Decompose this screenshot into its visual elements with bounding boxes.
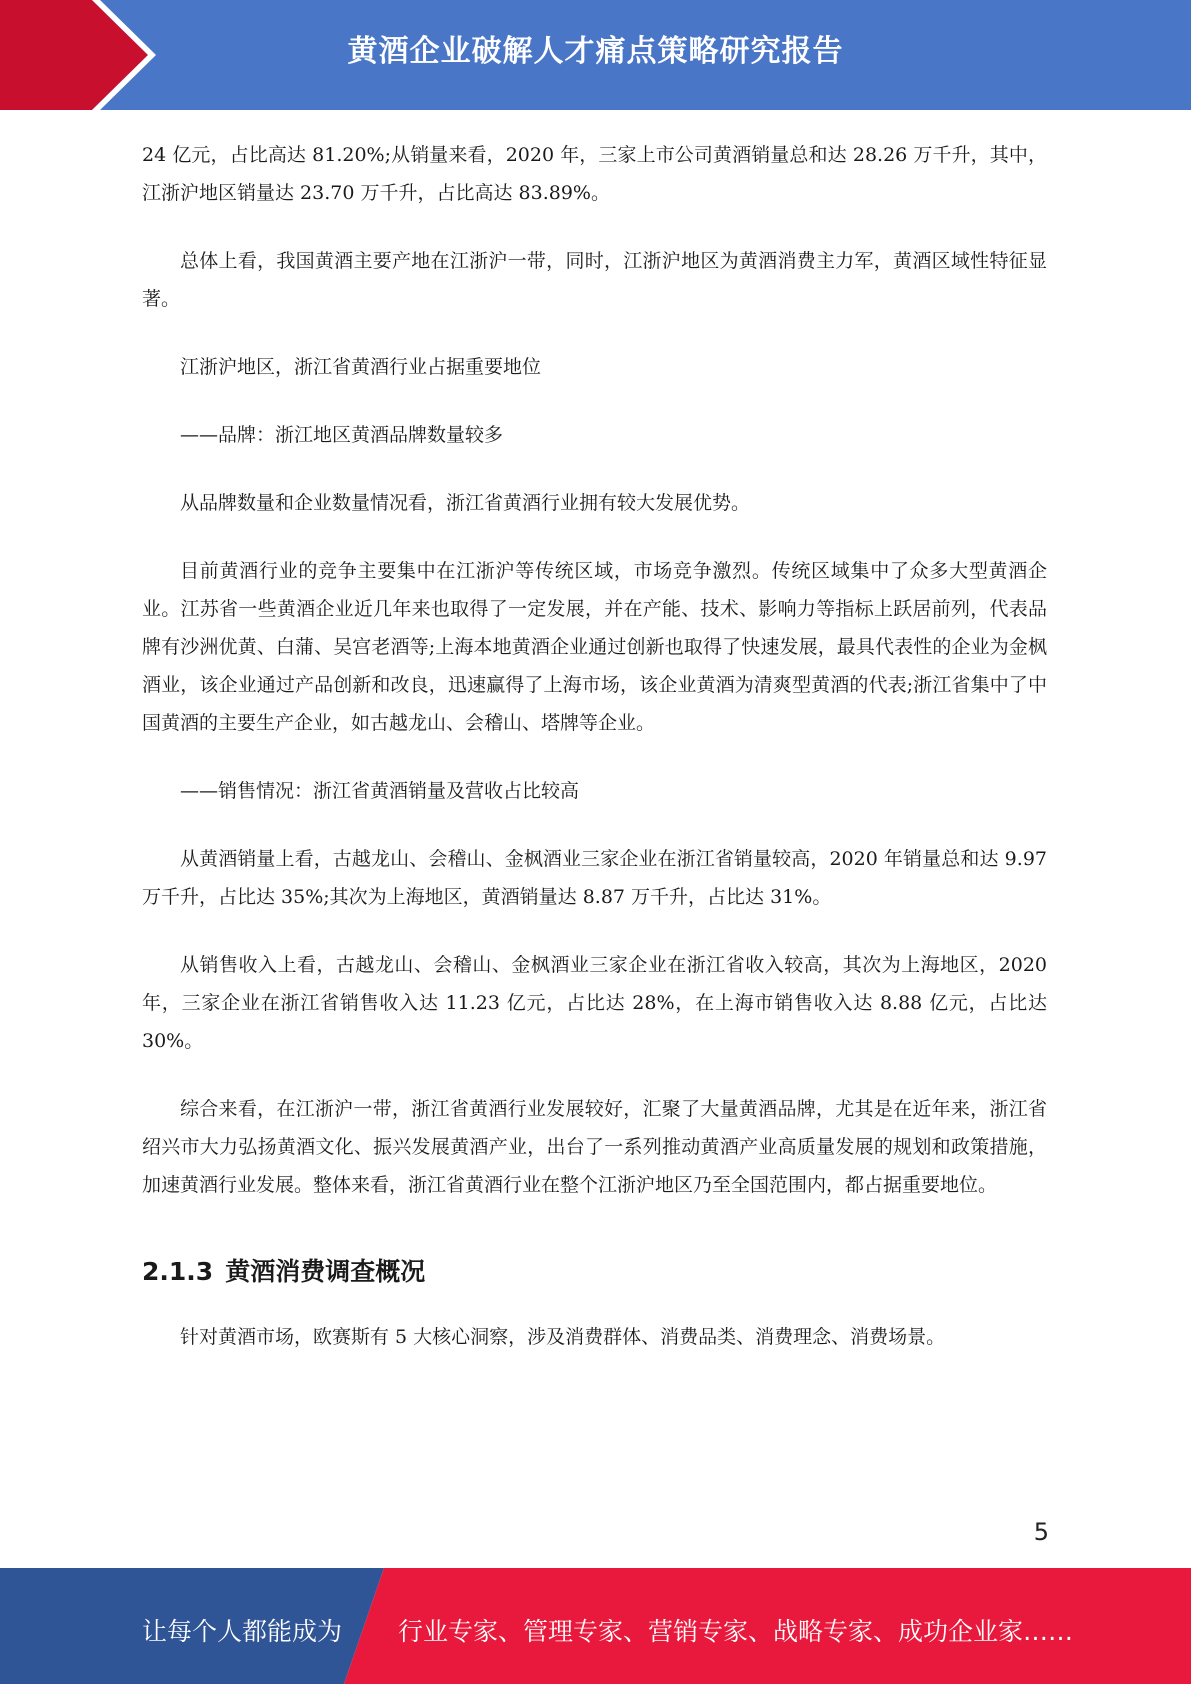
page-header [0,0,1191,110]
paragraph-5: 从黄酒销量上看，古越龙山、会稽山、金枫酒业三家企业在浙江省销量较高，2020 年销量总和达 9.97 万千升，占比达 35%;其次为上海地区，黄酒销量达 8.87 万千升，占比达 31%。 [142,848,1047,908]
header-title: 黄酒企业破解人才痛点策略研究报告 [347,34,844,69]
footer-slogan-right: 行业专家、管理专家、营销专家、战略专家、成功企业家…… [398,1617,1074,1646]
footer-slogan-left: 让每个人都能成为 [142,1617,343,1646]
paragraph-4: 目前黄酒行业的竞争主要集中在江浙沪等传统区域，市场竞争激烈。传统区域集中了众多大型黄酒企业。江苏省一些黄酒企业近几年来也取得了一定发展，并在产能、技术、影响力等指标上跃居前列，代表品牌有沙洲优黄、白蒲、吴宫老酒等;上海本地黄酒企业通过创新也取得了快速发展，最具代表性的企业为金枫酒业，该企业通过产品创新和改良，迅速赢得了上海市场，该企业黄酒为清爽型黄酒的代表;浙江省集中了中国黄酒的主要生产企业，如古越龙山、会稽山、塔牌等企业。 [142,560,1047,734]
section-heading [142,1252,1047,1292]
section-number: 2.1.3 [142,1257,214,1286]
subheading-region: 江浙沪地区，浙江省黄酒行业占据重要地位 [180,356,542,378]
paragraph-3: 从品牌数量和企业数量情况看，浙江省黄酒行业拥有较大发展优势。 [180,492,751,514]
paragraph-7: 综合来看，在江浙沪一带，浙江省黄酒行业发展较好，汇聚了大量黄酒品牌，尤其是在近年来，浙江省绍兴市大力弘扬黄酒文化、振兴发展黄酒产业，出台了一系列推动黄酒产业高质量发展的规划和政策措施，加速黄酒行业发展。整体来看，浙江省黄酒行业在整个江浙沪地区乃至全国范围内，都占据重要地位。 [142,1098,1047,1196]
paragraph-8: 针对黄酒市场，欧赛斯有 5 大核心洞察，涉及消费群体、消费品类、消费理念、消费场景。 [180,1326,946,1348]
paragraph-2: 总体上看，我国黄酒主要产地在江浙沪一带，同时，江浙沪地区为黄酒消费主力军，黄酒区域性特征显著。 [142,250,1047,310]
section-title: 黄酒消费调查概况 [225,1257,426,1286]
page-number: 5 [1033,1518,1049,1546]
subheading-sales: ——销售情况：浙江省黄酒销量及营收占比较高 [180,780,580,802]
paragraph-1: 24 亿元，占比高达 81.20%;从销量来看，2020 年，三家上市公司黄酒销量总和达 28.26 万千升，其中，江浙沪地区销量达 23.70 万千升，占比高达 83.89%。 [142,144,1047,204]
subheading-brand: ——品牌：浙江地区黄酒品牌数量较多 [180,424,504,446]
document-body [142,136,1047,1386]
paragraph-6: 从销售收入上看，古越龙山、会稽山、金枫酒业三家企业在浙江省收入较高，其次为上海地区，2020 年，三家企业在浙江省销售收入达 11.23 亿元，占比达 28%，在上海市销售收入达 8.88 亿元，占比达 30%。 [142,954,1047,1052]
page-footer [0,1568,1191,1684]
